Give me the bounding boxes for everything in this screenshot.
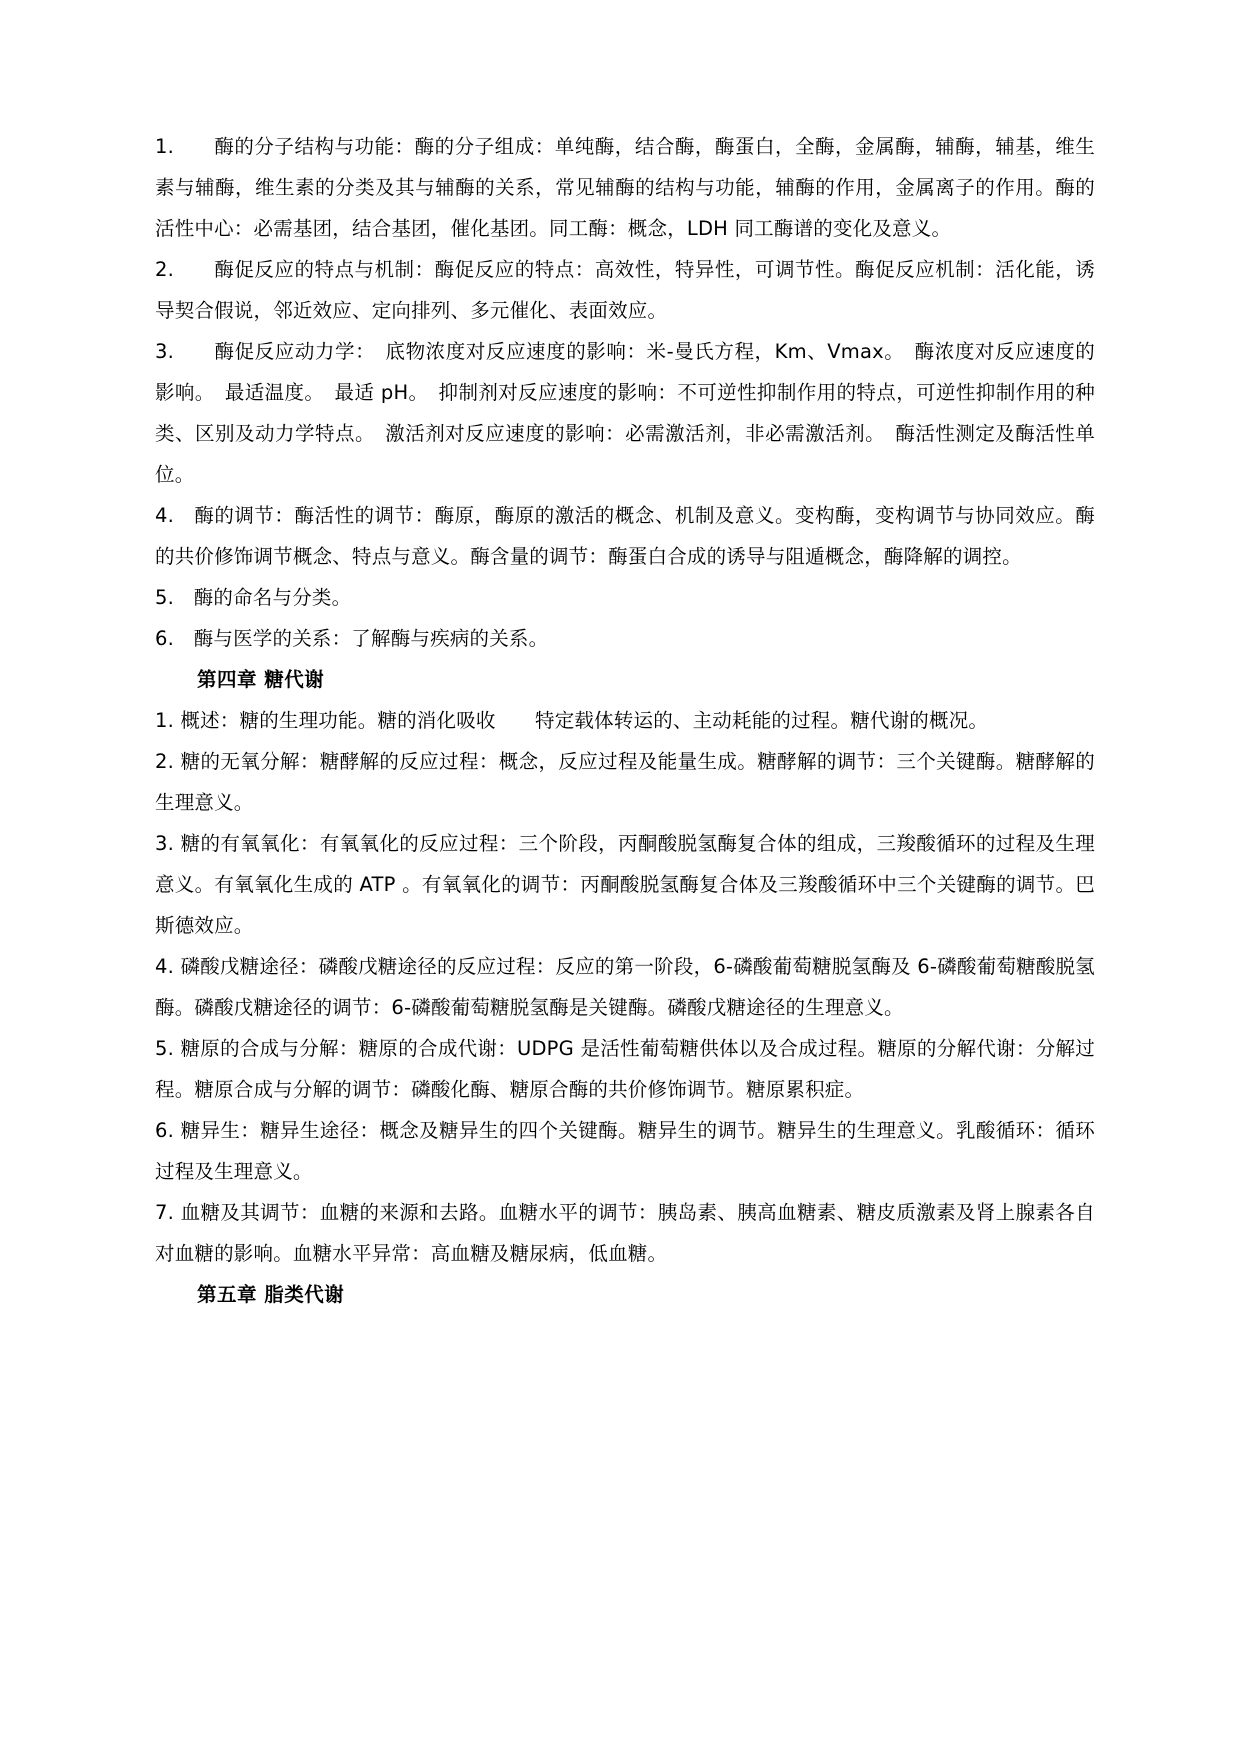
numbered-paragraph: 2. 酶促反应的特点与机制：酶促反应的特点：高效性，特异性，可调节性。酶促反应机制：活化能，诱导契合假说，邻近效应、定向排列、多元催化、表面效应。 — [155, 258, 1095, 322]
document-body — [155, 126, 1095, 1315]
chapter-heading: 第五章 脂类代谢 — [197, 1283, 345, 1306]
numbered-paragraph: 7. 血糖及其调节：血糖的来源和去路。血糖水平的调节：胰岛素、胰高血糖素、糖皮质激素及肾上腺素各自对血糖的影响。血糖水平异常：高血糖及糖尿病，低血糖。 — [155, 1201, 1095, 1265]
numbered-paragraph: 2. 糖的无氧分解：糖酵解的反应过程：概念，反应过程及能量生成。糖酵解的调节：三个关键酶。糖酵解的生理意义。 — [155, 750, 1095, 814]
numbered-paragraph: 3. 糖的有氧氧化：有氧氧化的反应过程：三个阶段，丙酮酸脱氢酶复合体的组成，三羧酸循环的过程及生理意义。有氧氧化生成的 ATP 。有氧氧化的调节：丙酮酸脱氢酶复合体及三羧酸循环中三个关键酶的调节。巴斯德效应。 — [155, 832, 1095, 937]
numbered-paragraph: 6. 酶与医学的关系：了解酶与疾病的关系。 — [155, 627, 549, 650]
numbered-paragraph: 3. 酶促反应动力学： 底物浓度对反应速度的影响：米-曼氏方程，Km、Vmax。 酶浓度对反应速度的影响。 最适温度。 最适 pH。 抑制剂对反应速度的影响：不可逆性抑制作用的特点，可逆性抑制作用的种类、区别及动力学特点。 激活剂对反应速度的影响：必需激活剂，非必需激活剂。 酶活性测定及酶活性单位。 — [155, 340, 1095, 486]
numbered-paragraph: 4. 酶的调节：酶活性的调节：酶原，酶原的激活的概念、机制及意义。变构酶，变构调节与协同效应。酶的共价修饰调节概念、特点与意义。酶含量的调节：酶蛋白合成的诱导与阻遁概念，酶降解的调控。 — [155, 504, 1095, 568]
numbered-paragraph: 1. 概述：糖的生理功能。糖的消化吸收 特定载体转运的、主动耗能的过程。糖代谢的概况。 — [155, 709, 989, 732]
numbered-paragraph: 5. 糖原的合成与分解：糖原的合成代谢：UDPG 是活性葡萄糖供体以及合成过程。糖原的分解代谢：分解过程。糖原合成与分解的调节：磷酸化酶、糖原合酶的共价修饰调节。糖原累积症。 — [155, 1037, 1095, 1101]
chapter-heading: 第四章 糖代谢 — [197, 668, 325, 691]
numbered-paragraph: 4. 磷酸戊糖途径：磷酸戊糖途径的反应过程：反应的第一阶段，6-磷酸葡萄糖脱氢酶及 6-磷酸葡萄糖酸脱氢酶。磷酸戊糖途径的调节：6-磷酸葡萄糖脱氢酶是关键酶。磷酸戊糖途径的生理意义。 — [155, 955, 1095, 1019]
numbered-paragraph: 1. 酶的分子结构与功能：酶的分子组成：单纯酶，结合酶，酶蛋白，全酶，金属酶，辅酶，辅基，维生素与辅酶，维生素的分类及其与辅酶的关系，常见辅酶的结构与功能，辅酶的作用，金属离子的作用。酶的活性中心：必需基团，结合基团，催化基团。同工酶：概念，LDH 同工酶谱的变化及意义。 — [155, 135, 1095, 240]
numbered-paragraph: 5. 酶的命名与分类。 — [155, 586, 352, 609]
numbered-paragraph: 6. 糖异生：糖异生途径：概念及糖异生的四个关键酶。糖异生的调节。糖异生的生理意义。乳酸循环：循环过程及生理意义。 — [155, 1119, 1095, 1183]
